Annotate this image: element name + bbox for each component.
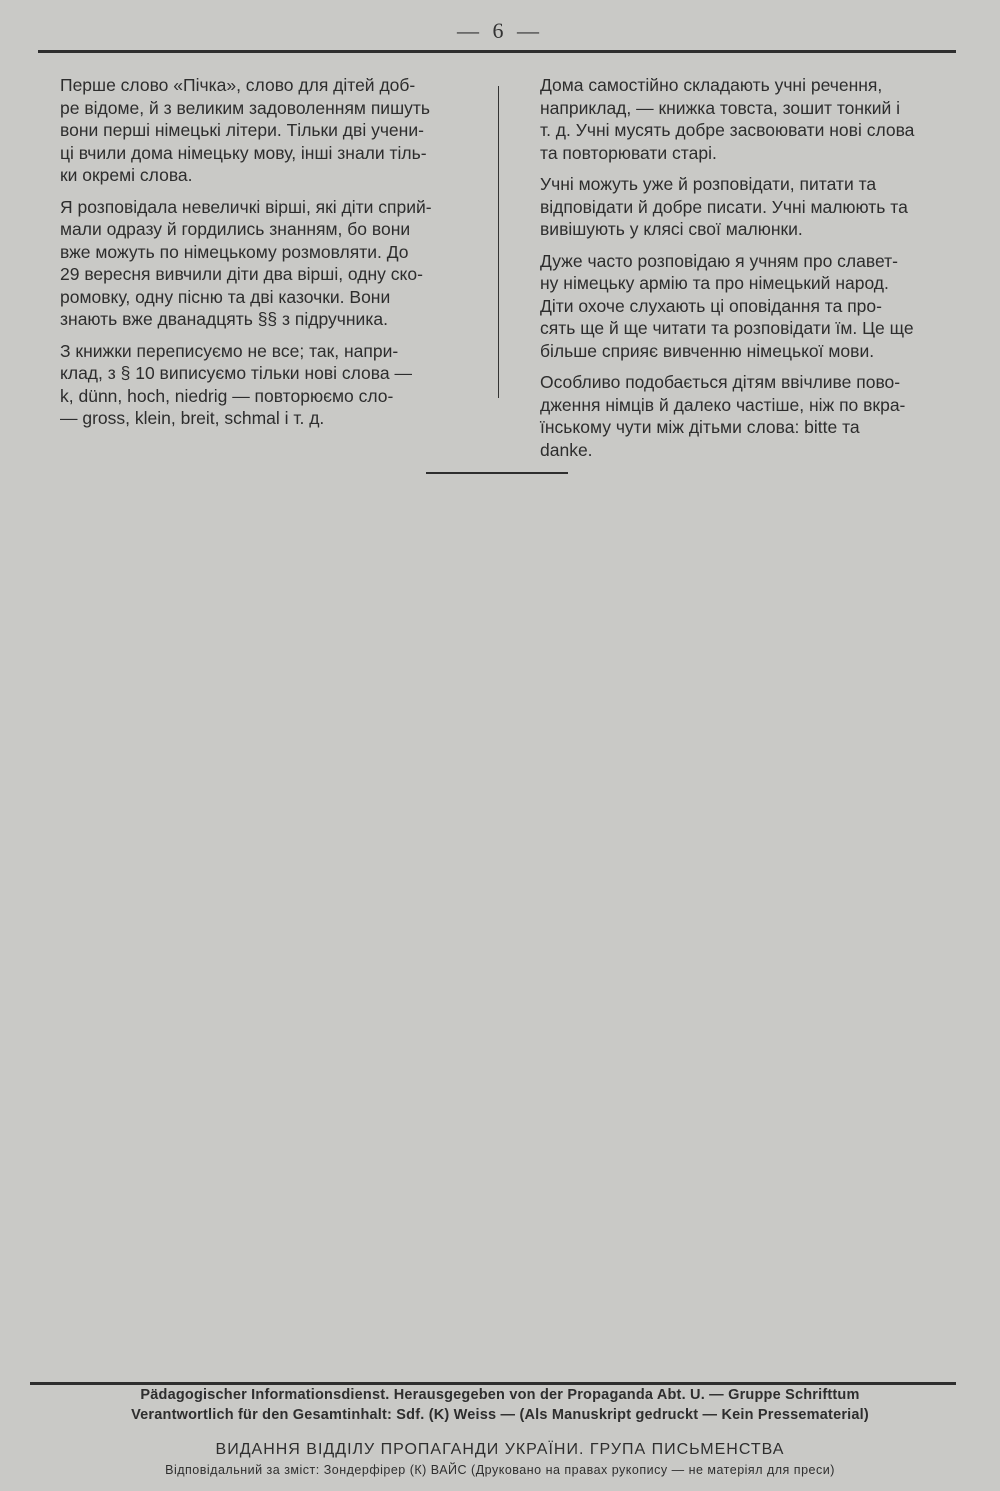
paragraph: Дома самостійно складають учні речення, наприклад, — книжка товста, зошит тонкий і т. д. Учні мусять добре засвоювати нові слова та повторювати старі. — [540, 75, 915, 163]
right-column — [540, 74, 958, 470]
paragraph: Я розповідала невеличкі вірші, які діти сприй- мали одразу й гордились знанням, бо вони вже можуть по німецькому розмовляти. До 29 вересня вивчили діти два вірші, одну ско- ромовку, одну пісню та дві казочки. Вони знають вже дванадцять §§ з підручника. — [60, 196, 432, 329]
footer-ukrainian-subtitle: Відповідальний за зміст: Зондерфірер (К) ВАЙС (Друковано на правах рукопису — не матеріял для преси) — [165, 1463, 835, 1477]
end-of-text-rule — [426, 472, 568, 474]
footer-rule — [30, 1382, 956, 1385]
paragraph: З книжки переписуємо не все; так, напри- клад, з § 10 виписуємо тільки нові слова — k, dünn, hoch, niedrig — повторюємо сло- — gross, klein, breit, schmal і т. д. — [60, 340, 412, 428]
column-divider — [498, 86, 499, 398]
paragraph: Учні можуть уже й розповідати, питати та відповідати й добре писати. Учні малюють та вивішують у клясі свої малюнки. — [540, 174, 908, 239]
top-rule — [38, 50, 956, 53]
footer-german-line-2: Verantwortlich für den Gesamtinhalt: Sdf. (K) Weiss — (Als Manuskript gedruckt — Kein Pressematerial) — [131, 1407, 869, 1423]
left-column — [60, 74, 474, 439]
footer-german-line-1: Pädagogischer Informationsdienst. Herausgegeben von der Propaganda Abt. U. — Gruppe Schrifttum — [140, 1387, 860, 1403]
footer-ukrainian-title: ВИДАННЯ ВІДДІЛУ ПРОПАГАНДИ УКРАЇНИ. ГРУПА ПИСЬМЕНСТВА — [215, 1441, 785, 1458]
page-number: — 6 — — [457, 18, 543, 43]
paragraph: Перше слово «Пічка», слово для дітей доб- ре відоме, й з великим задоволенням пишуть вони перші німецькі літери. Тільки дві учени- ці вчили дома німецьку мову, інші знали тіль- ки окремі слова. — [60, 75, 430, 185]
paragraph: Дуже часто розповідаю я учням про славет- ну німецьку армію та про німецький народ. Діти охоче слухають ці оповідання та про- сять ще й ще читати та розповідати їм. Це ще більше сприяє вивченню німецької мови. — [540, 250, 914, 361]
paragraph: Особливо подобається дітям ввічливе пово- дження німців й далеко частіше, ніж по вкра- їнському чути між дітьми слова: bitte та danke. — [540, 372, 906, 460]
